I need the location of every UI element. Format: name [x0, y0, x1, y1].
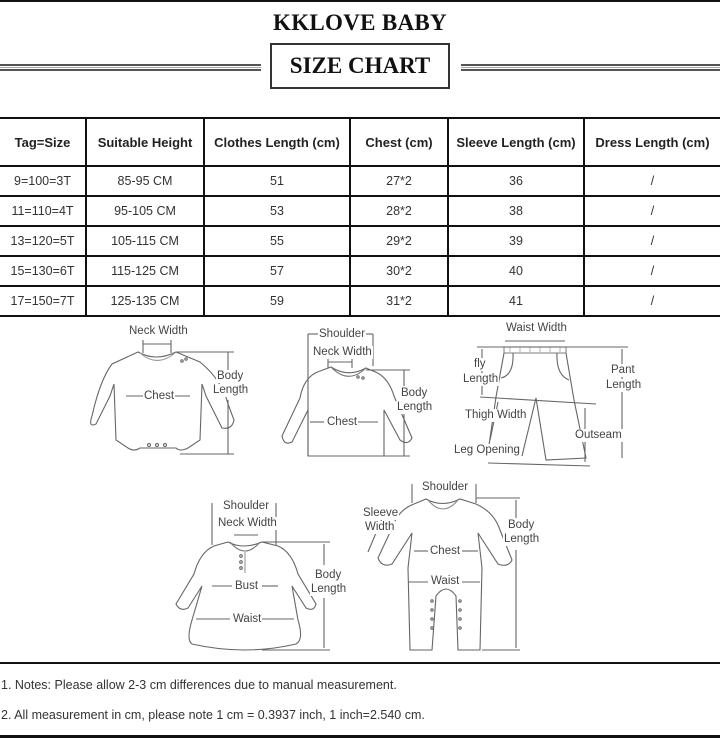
cell-sleeve-length: 40 — [448, 256, 584, 286]
label-bodysuit-length: Length — [213, 384, 249, 396]
notes-divider-top — [0, 662, 720, 664]
label-dress-waist: Waist — [233, 613, 262, 625]
label-pants-waist-width: Waist Width — [506, 322, 567, 334]
label-dress-neck-width: Neck Width — [218, 517, 277, 529]
cell-clothes-length: 51 — [204, 166, 350, 196]
cell-tag-size: 13=120=5T — [0, 226, 86, 256]
column-header-tag-size: Tag=Size — [0, 118, 86, 166]
cell-suitable-height: 95-105 CM — [86, 196, 204, 226]
table-row — [0, 256, 720, 286]
cell-clothes-length: 53 — [204, 196, 350, 226]
label-top-chest: Chest — [327, 416, 358, 428]
size-table — [0, 117, 720, 317]
table-row — [0, 196, 720, 226]
cell-tag-size: 15=130=6T — [0, 256, 86, 286]
cell-tag-size: 9=100=3T — [0, 166, 86, 196]
label-pants-thigh-width: Thigh Width — [465, 409, 527, 421]
cell-clothes-length: 59 — [204, 286, 350, 316]
cell-dress-length: / — [584, 226, 720, 256]
decorative-line-right — [461, 64, 720, 72]
label-romper-width: Width — [365, 521, 395, 533]
cell-chest: 28*2 — [350, 196, 448, 226]
label-romper-sleeve: Sleeve — [363, 507, 399, 519]
label-dress-shoulder: Shoulder — [223, 500, 270, 512]
label-bodysuit-neck-width: Neck Width — [129, 325, 188, 337]
table-row — [0, 166, 720, 196]
label-top-body: Body — [401, 387, 428, 399]
label-romper-shoulder: Shoulder — [422, 481, 469, 493]
brand-title: KKLOVE BABY — [273, 10, 447, 35]
column-header-chest: Chest (cm) — [350, 118, 448, 166]
cell-dress-length: / — [584, 256, 720, 286]
cell-sleeve-length: 38 — [448, 196, 584, 226]
cell-chest: 29*2 — [350, 226, 448, 256]
label-top-neck-width: Neck Width — [313, 346, 372, 358]
cell-chest: 27*2 — [350, 166, 448, 196]
label-dress-length: Length — [311, 583, 347, 595]
label-romper-waist: Waist — [431, 575, 460, 587]
label-bodysuit-chest: Chest — [144, 390, 175, 402]
cell-clothes-length: 57 — [204, 256, 350, 286]
size-chart-title: SIZE CHART — [270, 43, 450, 89]
table-row — [0, 226, 720, 256]
label-pants-fly: fly — [474, 358, 486, 370]
top-border — [0, 0, 720, 2]
cell-suitable-height: 85-95 CM — [86, 166, 204, 196]
column-header-clothes-length: Clothes Length (cm) — [204, 118, 350, 166]
cell-suitable-height: 105-115 CM — [86, 226, 204, 256]
label-top-length: Length — [397, 401, 433, 413]
label-pants-pant-length: Length — [606, 379, 642, 391]
label-pants-pant: Pant — [611, 364, 635, 376]
measurement-diagrams — [0, 320, 720, 662]
label-romper-length: Length — [504, 533, 540, 545]
cell-dress-length: / — [584, 196, 720, 226]
cell-tag-size: 11=110=4T — [0, 196, 86, 226]
label-romper-body: Body — [508, 519, 535, 531]
column-header-sleeve-length: Sleeve Length (cm) — [448, 118, 584, 166]
note-1: 1. Notes: Please allow 2-3 cm differences due to manual measurement. — [1, 678, 397, 692]
label-top-shoulder: Shoulder — [319, 328, 366, 340]
label-pants-leg-opening: Leg Opening — [454, 444, 520, 456]
column-header-suitable-height: Suitable Height — [86, 118, 204, 166]
cell-suitable-height: 115-125 CM — [86, 256, 204, 286]
cell-chest: 31*2 — [350, 286, 448, 316]
cell-sleeve-length: 41 — [448, 286, 584, 316]
table-header-row — [0, 118, 720, 166]
cell-dress-length: / — [584, 286, 720, 316]
cell-clothes-length: 55 — [204, 226, 350, 256]
label-pants-fly-length: Length — [463, 373, 499, 385]
label-bodysuit-body: Body — [217, 370, 244, 382]
label-dress-body: Body — [315, 569, 342, 581]
note-2: 2. All measurement in cm, please note 1 cm = 0.3937 inch, 1 inch=2.540 cm. — [1, 708, 425, 722]
label-pants-outseam: Outseam — [575, 429, 622, 441]
cell-tag-size: 17=150=7T — [0, 286, 86, 316]
cell-sleeve-length: 39 — [448, 226, 584, 256]
label-dress-bust: Bust — [235, 580, 259, 592]
decorative-line-left — [0, 64, 261, 72]
table-row — [0, 286, 720, 316]
column-header-dress-length: Dress Length (cm) — [584, 118, 720, 166]
label-romper-chest: Chest — [430, 545, 461, 557]
cell-chest: 30*2 — [350, 256, 448, 286]
cell-suitable-height: 125-135 CM — [86, 286, 204, 316]
cell-dress-length: / — [584, 166, 720, 196]
cell-sleeve-length: 36 — [448, 166, 584, 196]
